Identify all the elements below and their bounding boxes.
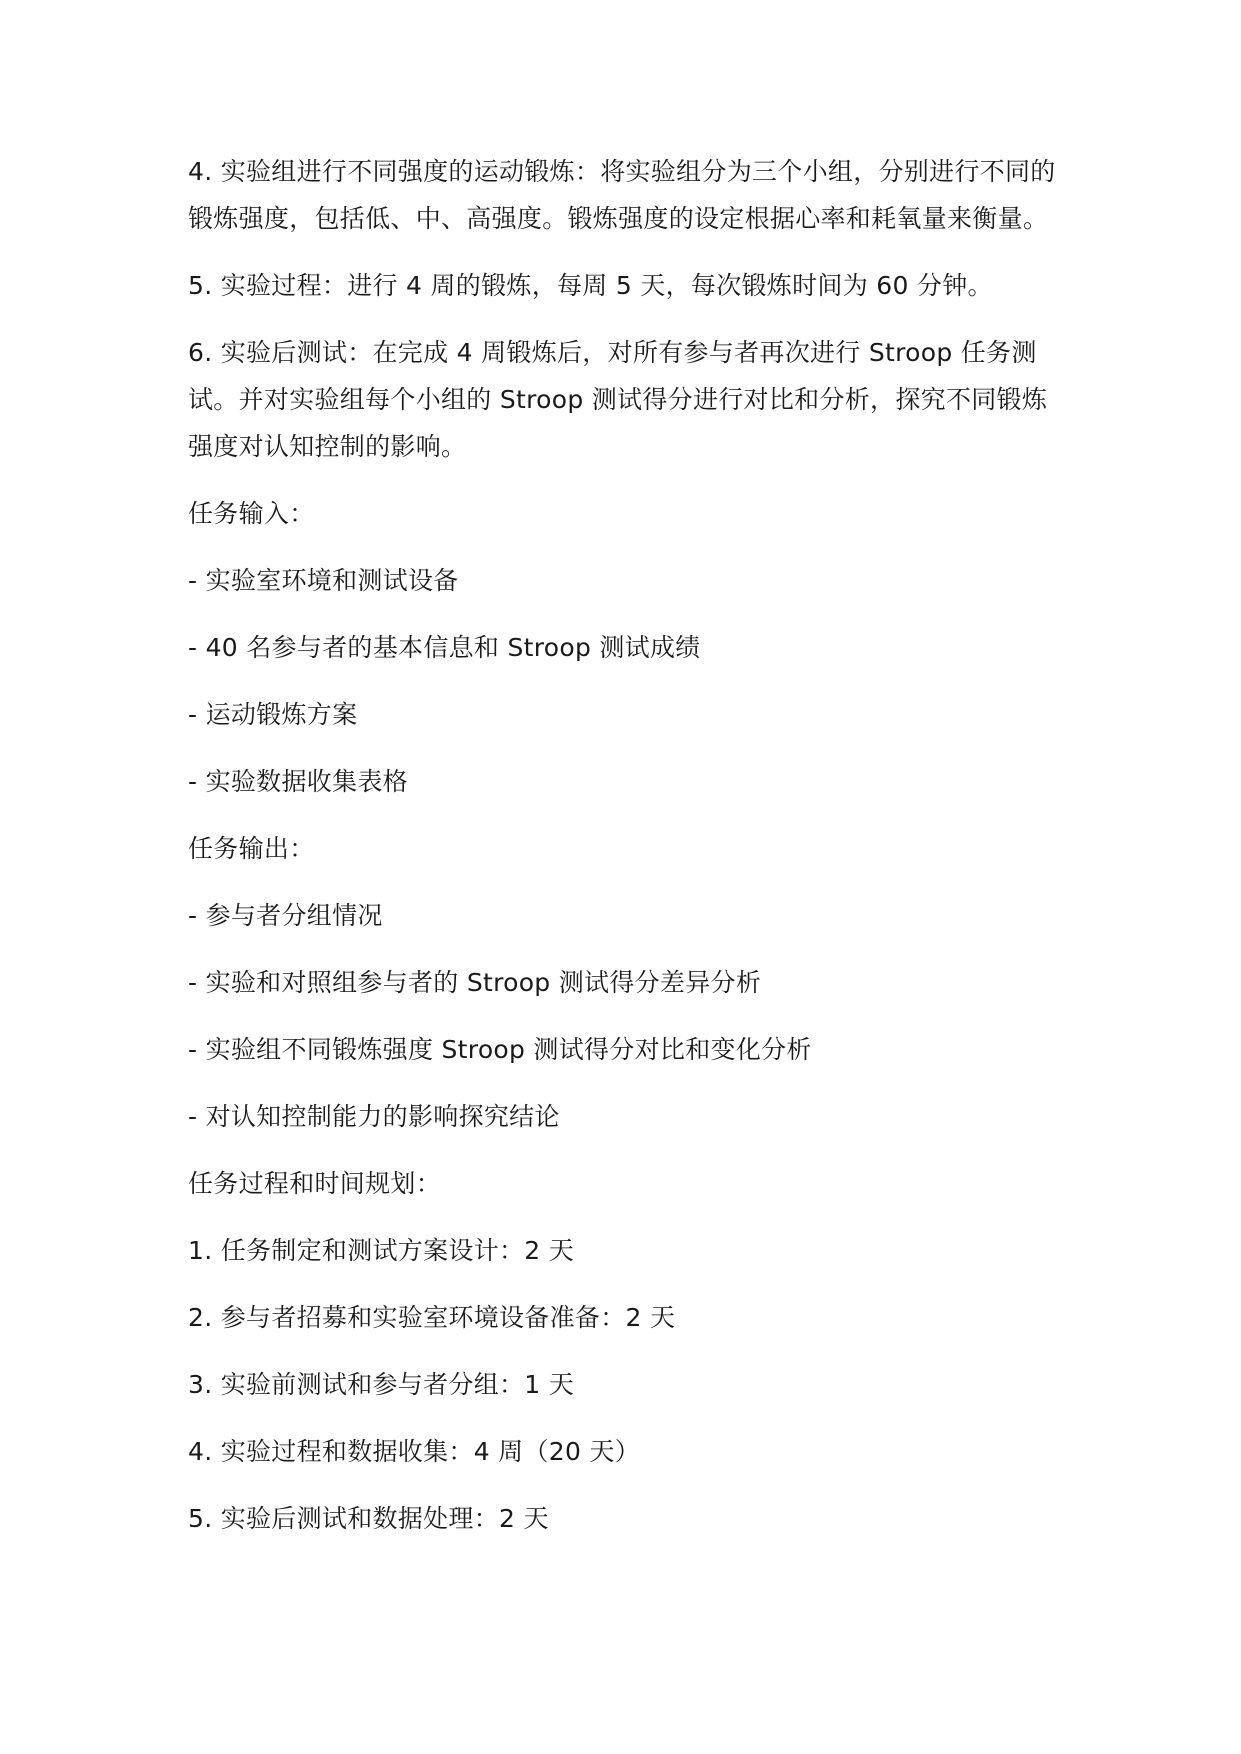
- heading-task-output: 任务输出：: [188, 834, 315, 863]
- paragraph-step-4-exercise: 4. 实验组进行不同强度的运动锻炼：将实验组分为三个小组，分别进行不同的锻炼强度，包括低、中、高强度。锻炼强度的设定根据心率和耗氧量来衡量。: [188, 157, 1056, 233]
- schedule-item-5: 5. 实验后测试和数据处理：2 天: [188, 1504, 549, 1533]
- list-item-output-grouping: - 参与者分组情况: [188, 901, 383, 930]
- heading-task-input: 任务输入：: [188, 499, 315, 528]
- schedule-item-1: 1. 任务制定和测试方案设计：2 天: [188, 1236, 575, 1265]
- document-body: [188, 148, 1068, 1542]
- schedule-item-3: 3. 实验前测试和参与者分组：1 天: [188, 1370, 575, 1399]
- list-item-output-conclusion: - 对认知控制能力的影响探究结论: [188, 1102, 560, 1131]
- paragraph-step-6-post-test: 6. 实验后测试：在完成 4 周锻炼后，对所有参与者再次进行 Stroop 任务测试。并对实验组每个小组的 Stroop 测试得分进行对比和分析，探究不同锻炼强度对认知控制的影响。: [188, 338, 1048, 461]
- list-item-input-exercise-plan: - 运动锻炼方案: [188, 700, 358, 729]
- heading-task-schedule: 任务过程和时间规划：: [188, 1169, 442, 1198]
- list-item-input-lab: - 实验室环境和测试设备: [188, 566, 459, 595]
- list-item-input-data-form: - 实验数据收集表格: [188, 767, 408, 796]
- list-item-input-participants: - 40 名参与者的基本信息和 Stroop 测试成绩: [188, 633, 701, 662]
- schedule-item-2: 2. 参与者招募和实验室环境设备准备：2 天: [188, 1303, 676, 1332]
- schedule-item-4: 4. 实验过程和数据收集：4 周（20 天）: [188, 1437, 641, 1466]
- list-item-output-difference: - 实验和对照组参与者的 Stroop 测试得分差异分析: [188, 968, 762, 997]
- list-item-output-intensity: - 实验组不同锻炼强度 Stroop 测试得分对比和变化分析: [188, 1035, 812, 1064]
- paragraph-step-5-process: 5. 实验过程：进行 4 周的锻炼，每周 5 天，每次锻炼时间为 60 分钟。: [188, 271, 993, 300]
